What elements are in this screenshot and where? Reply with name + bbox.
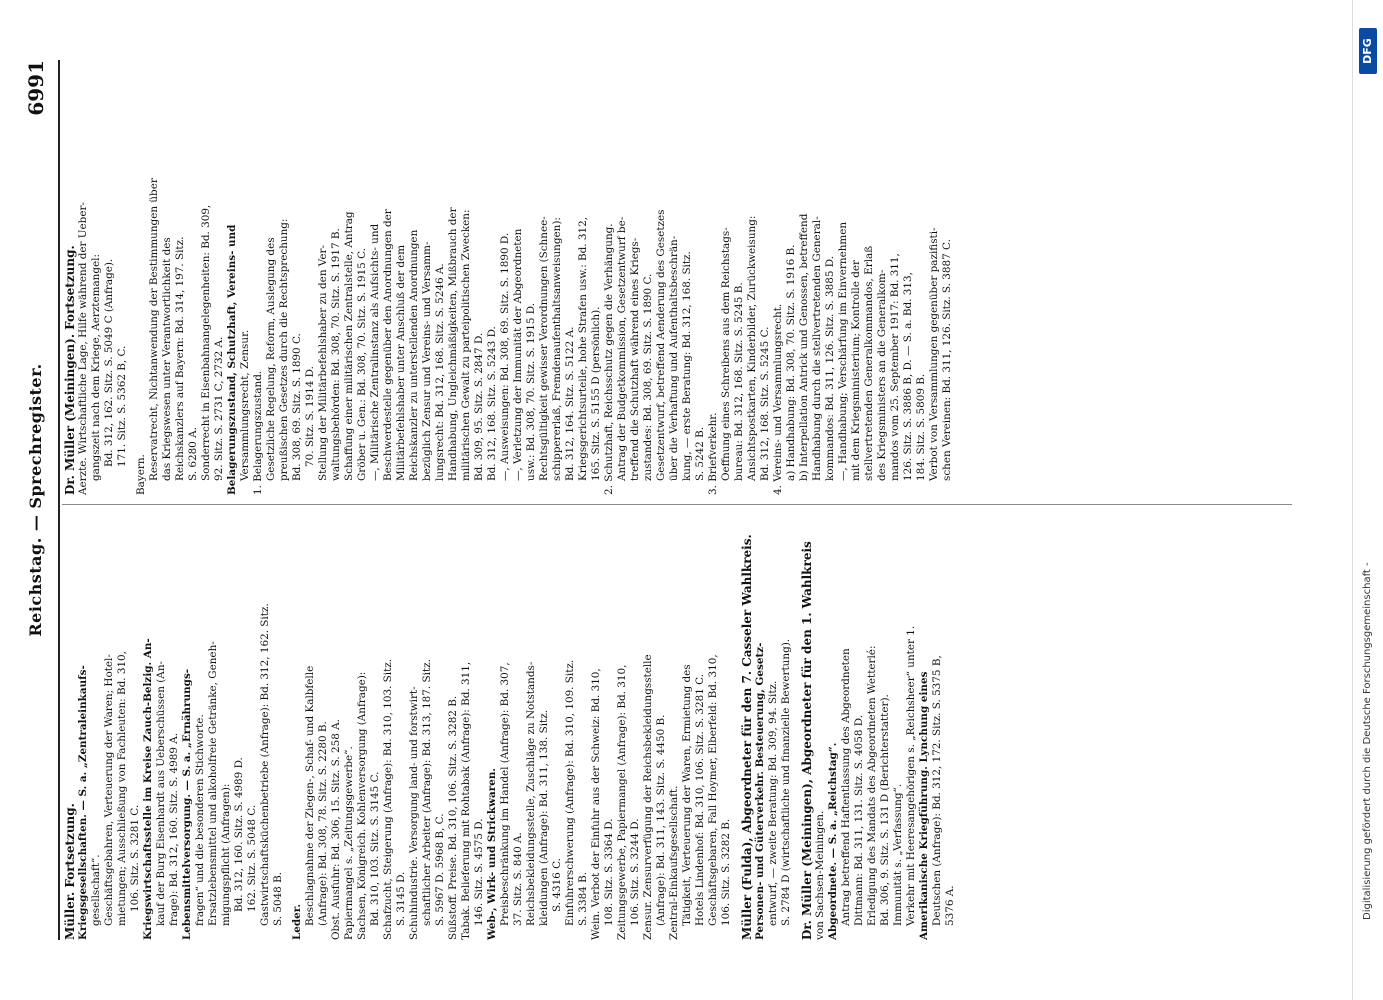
register-line: Bd. 312, 160. Sitz. S. 4989 D. <box>233 757 245 912</box>
register-line: 162. Sitz. S. 5048 C. <box>246 804 258 912</box>
register-line: S. 5967 D. 5968 B, C. <box>434 813 446 926</box>
register-line: 106. Sitz. S. 3244 D. <box>629 818 641 926</box>
register-line: (Anfrage): Bd. 311, 143. Sitz. S. 4450 B. <box>655 714 667 926</box>
register-line: Personen- und Güterverkehr. Besteuerung, Gesetz- <box>754 642 766 940</box>
register-line: migungspflicht (Anfragen): <box>220 783 232 926</box>
register-line: entwurf, — zweite Beratung: Bd. 309, 94. Sitz. <box>767 680 779 926</box>
register-line: Zensur. Zensurverfügung der Reichsbekleidungsstelle <box>642 654 654 940</box>
register-line: Bd. 308, 69. Sitz. S. 1890 C. <box>291 333 303 481</box>
register-line: schen Vereinen: Bd. 311, 126. Sitz. S. 3887 C. <box>941 239 953 481</box>
column-separator <box>62 504 1292 505</box>
register-line: 3. Briefverkehr. <box>707 412 719 495</box>
register-line: S. 5242 B. <box>694 426 706 481</box>
page-number: 6991 <box>24 60 48 116</box>
register-line: mit dem Kriegsministerium; Kontrolle der <box>850 260 862 481</box>
register-line: Gröber u. Gen.: Bd. 308, 70. Sitz. S. 1915 C. <box>356 248 368 481</box>
register-line: Antrag betreffend Haftentlassung des Abgeordneten <box>840 648 852 926</box>
register-line: 184. Sitz. S. 5809 B. <box>915 373 927 481</box>
register-line: 106. Sitz. S. 3281 C. <box>129 804 141 912</box>
register-line: —, Militärische Zentralinstanz als Aufsichts- und <box>369 223 381 481</box>
register-line: Versammlungsrecht, Zensur. <box>239 329 251 481</box>
register-line: Kriegswirtschaftsstelle im Kreise Zauch-Belzig. An- <box>142 638 154 940</box>
register-line: 2. Schutzhaft, Reichsschutz gegen die Verhängung. <box>603 223 615 495</box>
register-line: lungsrecht: Bd. 312, 168. Sitz. S. 5246 A. <box>434 263 446 481</box>
register-line: kommandos: Bd. 311, 126. Sitz. S. 3885 D. <box>824 255 836 481</box>
register-line: kung, — erste Beratung: Bd. 312, 168. Sitz. <box>681 251 693 481</box>
register-line: Einfuhrerschwerung (Anfrage): Bd. 310, 109. Sitz. <box>564 659 576 926</box>
register-line: 165. Sitz. S. 5155 D (persönlich). <box>590 306 602 481</box>
register-line: Deutschen (Anfrage): Bd. 312, 172. Sitz. S. 5375 B, <box>931 655 943 926</box>
register-line: a) Handhabung: Bd. 308, 70. Sitz. S. 1916 B. <box>785 244 797 481</box>
register-line: Dr. Müller (Meiningen). Fortsetzung. <box>63 245 77 495</box>
register-line: 171. Sitz. S. 5362 B, C. <box>116 345 128 467</box>
register-line: von Sachsen-Meiningen. <box>814 810 826 940</box>
register-line: Sonderrecht in Eisenbahnangelegenheiten: Bd. 309, <box>200 204 212 481</box>
register-line: kleidungen (Anfrage): Bd. 311, 138. Sitz. <box>538 709 550 926</box>
register-line: Erledigung des Mandats des Abgeordneten Wetterlé: <box>866 645 878 926</box>
register-line: Reichskanzlers auf Bayern: Bd. 314, 197. Sitz. <box>174 236 186 481</box>
dfg-logo: DFG <box>1359 28 1377 74</box>
register-line: gesellschaft“. <box>90 854 102 926</box>
register-line: —, Verletzung der Immunität der Abgeordneten <box>512 228 524 481</box>
register-line: S. 5048 B. <box>272 871 284 926</box>
register-line: Hotels Lindenhof: Bd. 310, 106. Sitz. S. 3281 C. <box>694 673 706 926</box>
register-line: Antrag der Budgetkommission, Gesetzentwurf be- <box>616 216 628 481</box>
register-line: Lebensmittelversorgung. — S. a. „Ernährungs- <box>181 668 193 940</box>
register-line: 92. Sitz. S. 2731 C, 2732 A. <box>213 336 225 481</box>
register-line: Tabak. Belieferung mit Rohtabak (Anfrage): Bd. 311, <box>460 661 472 940</box>
register-line: schippererlaß, Fremdenaufenthaltsanweisungen): <box>551 217 563 481</box>
register-line: mandos vom 25. September 1917: Bd. 311, <box>889 253 901 481</box>
register-line: Aerzte. Wirtschaftliche Lage, Hilfe während der Ueber- <box>77 202 89 495</box>
register-line: stellvertretenden Generalkommandos, Erlaß <box>863 245 875 481</box>
right-column <box>62 55 1292 495</box>
register-line: Kriegsgesellschaften. — S. a. „Zentraleinkaufs- <box>77 665 89 940</box>
register-line: Oeffnung eines Schreibens aus dem Reichstags- <box>720 227 732 481</box>
register-line: —, Ausweisungen: Bd. 308, 69. Sitz. S. 1890 D. <box>499 232 511 481</box>
register-line: Gesetzliche Regelung, Reform, Auslegung des <box>265 237 277 481</box>
register-line: Bd. 309, 95. Sitz. S. 2847 D. <box>473 332 485 481</box>
register-line: Leder. <box>291 904 303 940</box>
register-line: Verkehr mit Heeresangehörigen s. „Reichsheer“ unter 1. <box>905 625 917 926</box>
register-line: Reichsbekleidungsstelle, Zuschläge zu Notstands- <box>525 661 537 926</box>
register-line: 108. Sitz. S. 3364 D. <box>603 818 615 926</box>
register-line: Schaffung einer militärischen Zentralstelle, Antrag <box>343 211 355 481</box>
register-line: Beschwerdestelle gegenüber den Anordnungen der <box>382 209 394 481</box>
register-line: Kriegsgerichtsurteile, hohe Strafen usw.: Bd. 312, <box>577 216 589 481</box>
footer-credit-text: Digitalisierung gefördert durch die Deutsche Forschungsgemeinschaft - <box>1362 562 1373 920</box>
register-line: bezüglich Zensur und Vereins- und Versamm- <box>421 241 433 481</box>
register-line: S. 4316 C. <box>551 858 563 912</box>
register-line: Ersatzlebensmittel und alkoholfreie Getränke, Geneh- <box>207 641 219 926</box>
register-line: 106. Sitz. S. 3282 B. <box>720 818 732 926</box>
register-line: Stellung der Militärbefehlshaber zu den Ver- <box>317 245 329 481</box>
register-line: 126. Sitz. S. 3886 B, D. — S. a. Bd. 313, <box>902 272 914 481</box>
register-line: Rechtsgültigkeit gewisser Verordnungen (Schnee- <box>538 216 550 481</box>
register-line: 146. Sitz. S. 4575 D. <box>473 818 485 926</box>
register-line: Dr. Müller (Meiningen), Abgeordneter für den 1. Wahlkreis <box>800 541 814 940</box>
register-line: Bd. 312, 164. Sitz. S. 5122 A. <box>564 326 576 481</box>
register-line: fragen“ und die besonderen Stichworte. <box>194 714 206 926</box>
register-line: Obst. Ausfuhr: Bd. 306, 15. Sitz. S. 258 A. <box>330 719 342 940</box>
register-line: preußischen Gesetzes durch die Rechtsprechung: <box>278 218 290 481</box>
register-line: über die Verhaftung und Aufenthaltsbeschrän- <box>668 235 680 481</box>
register-line: schaftlicher Arbeiter (Anfrage): Bd. 313, 187. Sitz. <box>421 659 433 926</box>
register-line: Schafzucht, Steigerung (Anfrage): Bd. 310, 103. Sitz. <box>382 658 394 940</box>
left-column <box>62 500 1292 940</box>
register-line: militärischen Gewalt zu parteipolitischen Zwecken: <box>460 209 472 481</box>
register-line: 5376 A. <box>944 885 956 926</box>
register-line: Amerikanische Kriegführung. Lynchung eines <box>918 671 930 940</box>
register-line: Verbot von Versammlungen gegenüber pazifisti- <box>928 227 940 481</box>
register-line: 4. Vereins- und Versammlungsrecht. <box>772 303 784 495</box>
header-rule <box>58 60 60 940</box>
register-line: Bd. 306, 9. Sitz. S. 131 D (Berichterstatter). <box>879 694 891 926</box>
register-line: 1. Belagerungszustand. <box>252 370 264 495</box>
register-line: Geschäftsgebahren, Verteuerung der Waren; Hotel- <box>103 654 115 926</box>
register-line: Tätigkeit, Verteuerung der Waren, Ermietung des <box>681 664 693 926</box>
register-line: zustandes: Bd. 308, 69. Sitz. S. 1890 C. <box>642 273 654 481</box>
register-line: b) Interpellation Antrick und Genossen, betreffend <box>798 213 810 481</box>
register-line: Reichskanzler zu unterstellenden Anordnungen <box>408 229 420 481</box>
register-line: Bayern. <box>135 454 147 495</box>
register-line: Süßstoff. Preise. Bd. 310, 106. Sitz. S. 3282 B. <box>447 695 459 940</box>
register-line: Bd. 310, 103. Sitz. S. 3145 C. <box>369 771 381 926</box>
register-line: Wein. Verbot der Einfuhr aus der Schweiz: Bd. 310, <box>590 668 602 940</box>
register-line: Militärbefehlshaber unter Anschluß der dem <box>395 244 407 481</box>
register-line: kauf der Burg Eisenhardt aus Ueberschüssen (An- <box>155 660 167 926</box>
register-line: S. 6280 A. <box>187 427 199 481</box>
register-line: Reservatrecht, Nichtanwendung der Bestimmungen über <box>148 178 160 481</box>
register-line: Schuhindustrie. Versorgung land- und forstwirt- <box>408 686 420 940</box>
register-line: Dittmann: Bd. 311, 131. Sitz. S. 4058 D. <box>853 714 865 926</box>
register-line: 37. Sitz. S. 840 A. <box>512 832 524 926</box>
register-line: Sachsen, Königreich. Kohlenversorgung (Anfrage): <box>356 671 368 940</box>
register-line: Immunität s. „Verfassung“. <box>892 783 904 926</box>
register-line: Müller (Fulda), Abgeordneter für den 7. Casseler Wahlkreis. <box>740 534 754 940</box>
register-line: Müller. Fortsetzung. <box>63 803 77 940</box>
register-line: (Anfrage): Bd. 308, 78. Sitz. S. 2280 B. <box>317 721 329 926</box>
register-line: mietungen; Ausschließung von Fachleuten: Bd. 310, <box>116 651 128 926</box>
register-line: frage): Bd. 312, 160. Sitz. S. 4989 A. <box>168 732 180 926</box>
register-line: Bd. 312, 168. Sitz. S. 5243 D. <box>486 326 498 481</box>
register-line: Abgeordnete. — S. a. „Reichstag“. <box>827 742 839 940</box>
register-line: 70. Sitz. S. 1914 D. <box>304 366 316 467</box>
register-line: S. 3145 D. <box>395 871 407 926</box>
register-line: gangszeit nach dem Kriege, Aerztemangel: <box>90 254 102 481</box>
register-line: Beschlagnahme der Ziegen-, Schaf- und Kalbfelle <box>304 665 316 926</box>
register-line: Geschäftsgebaren, Fall Hoymer, Elberfeld: Bd. 310, <box>707 654 719 926</box>
register-line: Zeitungsgewerbe, Papiermangel (Anfrage): Bd. 310, <box>616 664 628 940</box>
digitization-footer <box>1352 0 1383 1000</box>
register-line: Belagerungszustand, Schutzhaft, Vereins- und <box>226 224 238 495</box>
register-line: bureau: Bd. 312, 168. Sitz. S. 5245 B. <box>733 282 745 481</box>
register-line: Preisbeschränkung im Handel (Anfrage): Bd. 307, <box>499 662 511 926</box>
register-line: Handhabung durch die stellvertretenden General- <box>811 216 823 481</box>
register-line: Papiermangel s. „Zeitungsgewerbe“. <box>343 746 355 940</box>
page-header <box>18 60 58 940</box>
running-head: Reichstag. — Sprechregister. <box>26 363 45 637</box>
register-line: treffend die Schutzhaft während eines Kriegs- <box>629 237 641 481</box>
register-line: Bd. 312, 168. Sitz. S. 5245 C. <box>759 326 771 481</box>
register-line: das Kriegswesen unter Verantwortlichkeit des <box>161 237 173 481</box>
register-line: Gesetzentwurf, betreffend Aenderung des Gesetzes <box>655 209 667 481</box>
register-line: Handhabung, Ungleichmäßigkeiten, Mißbrauch der <box>447 207 459 481</box>
register-line: usw.: Bd. 308, 70. Sitz. S. 1915 D. <box>525 302 537 481</box>
register-line: Web-, Wirk- und Strickwaren. <box>486 767 498 940</box>
register-line: S. 3384 B. <box>577 871 589 926</box>
register-line: S. 2784 D (wirtschaftliche und finanzielle Bewertung). <box>780 638 792 926</box>
register-line: Ansichtspostkarten, Kinderbilder, Zurückweisung: <box>746 215 758 481</box>
register-line: Gastwirtschaftsküchenbetriebe (Anfrage): Bd. 312, 162. Sitz. <box>259 603 271 926</box>
register-line: waltungsbehörden: Bd. 308, 70. Sitz. S. 1917 B. <box>330 228 342 481</box>
register-line: Zentral-Einkaufsgesellschaft. <box>668 785 680 940</box>
register-line <box>793 500 799 940</box>
register-line: —, Handhabung; Verschärfung im Einvernehmen <box>837 221 849 481</box>
register-line: Bd. 312, 162. Sitz. S. 5049 C (Anfrage). <box>103 258 115 467</box>
register-line: des Kriegsministers an die Generalkom- <box>876 269 888 481</box>
register-line <box>733 500 739 940</box>
